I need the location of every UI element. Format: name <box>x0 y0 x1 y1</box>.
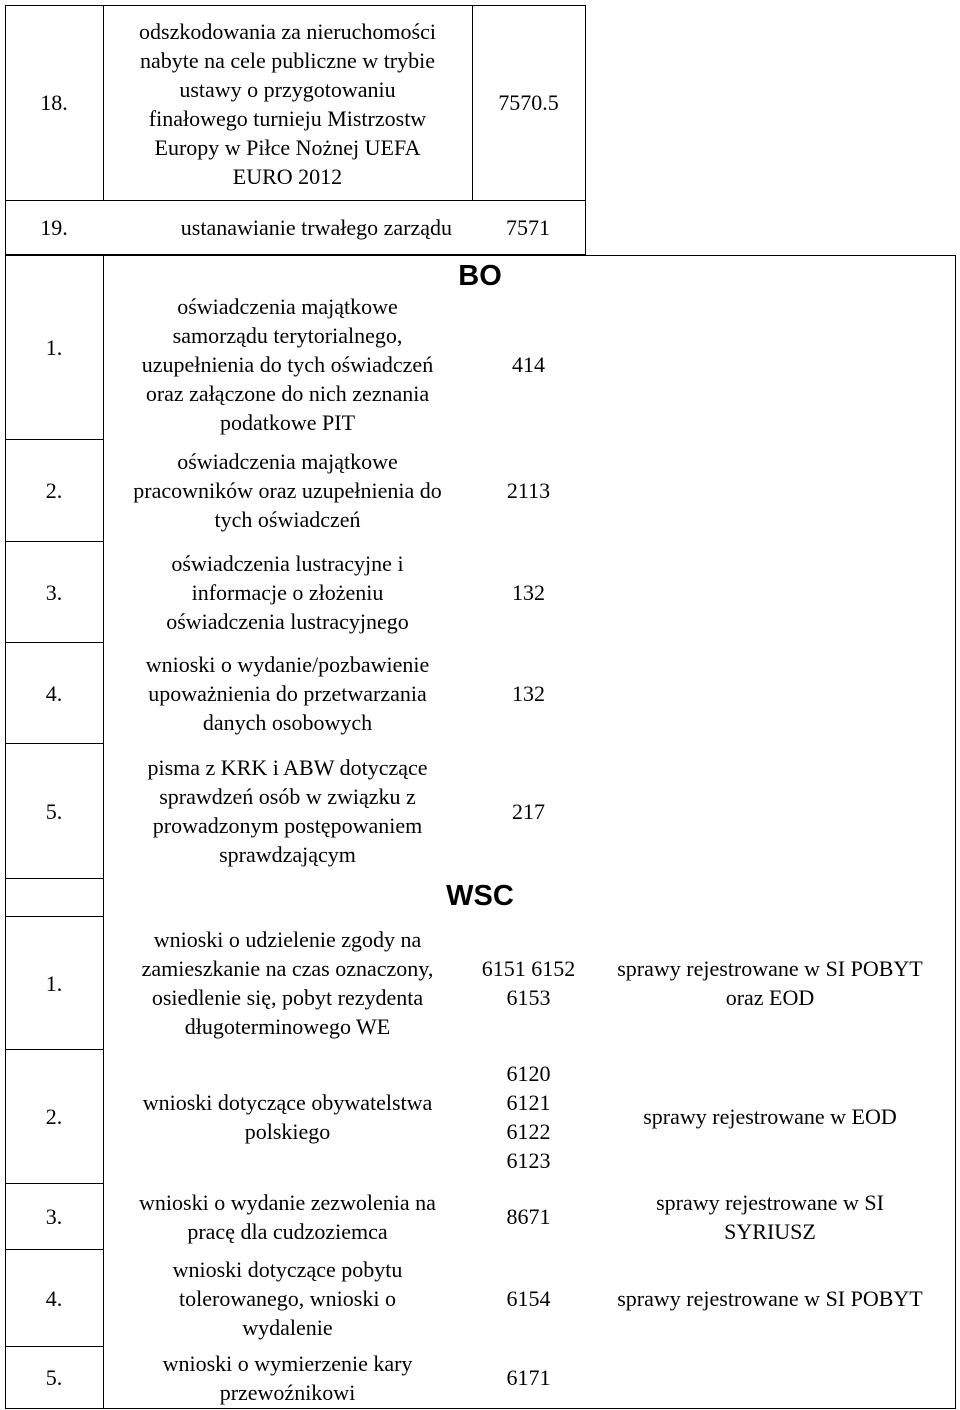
row-number: 19. <box>40 214 68 240</box>
row-number: 2. <box>45 1104 63 1129</box>
row-code: 8671 <box>506 1204 551 1229</box>
row-code: 217 <box>512 798 545 824</box>
row-description: oświadczenia majątkowe samorządu terytorialnego, uzupełnienia do tych oświadczeń oraz załączone do nich zeznania podatkowe PIT <box>141 294 434 435</box>
row-description: oświadczenia majątkowe pracowników oraz uzupełnienia do tych oświadczeń <box>133 449 442 532</box>
row-number: 5. <box>45 798 63 824</box>
section-title-bo: BO <box>458 260 502 292</box>
row-description: wnioski o wydanie zezwolenia na pracę dla cudzoziemca <box>139 1189 436 1244</box>
row-code: 414 <box>512 352 545 377</box>
row-code: 2113 <box>506 478 551 503</box>
row-code: 132 <box>512 680 545 706</box>
section-title-wsc: WSC <box>446 880 514 912</box>
row-description: oświadczenia lustracyjne i informacje o złożeniu oświadczenia lustracyjnego <box>166 550 409 634</box>
row-description: wnioski o udzielenie zgody na zamieszkanie na czas oznaczony, osiedlenie się, pobyt rezydenta długoterminowego WE <box>141 927 434 1039</box>
row-number: 1. <box>45 970 63 996</box>
row-description: pisma z KRK i ABW dotyczące sprawdzeń osób w związku z prowadzonym postępowaniem sprawdzającym <box>147 755 428 867</box>
row-description: ustanawianie trwałego zarządu <box>180 214 452 240</box>
row-description: odszkodowania za nieruchomości nabyte na cele publiczne w trybie ustawy o przygotowaniu finałowego turnieju Mistrzostw Europy w Piłce Nożnej UEFA EURO 2012 <box>139 18 436 189</box>
row-note <box>585 1347 955 1408</box>
row-description: wnioski o wymierzenie kary przewoźnikowi <box>162 1350 413 1405</box>
row-code: 6120 6121 6122 6123 <box>506 1060 551 1173</box>
row-number: 2. <box>45 478 63 503</box>
row-note: sprawy rejestrowane w EOD <box>643 1104 897 1129</box>
row-number: 4. <box>45 1285 63 1311</box>
row-code: 7571 <box>506 214 550 240</box>
row-code: 6154 <box>506 1285 551 1311</box>
row-description: wnioski dotyczące obywatelstwa polskiego <box>142 1089 433 1144</box>
row-code: 7570.5 <box>498 90 559 115</box>
row-number: 18. <box>40 90 68 115</box>
row-note: sprawy rejestrowane w SI POBYT <box>617 1285 923 1311</box>
row-number: 1. <box>45 335 63 360</box>
row-code: 6151 6152 6153 <box>481 956 576 1010</box>
row-code: 6171 <box>506 1365 551 1390</box>
row-number: 5. <box>45 1365 63 1390</box>
row-note: sprawy rejestrowane w SI SYRIUSZ <box>656 1189 884 1244</box>
row-code: 132 <box>512 579 545 605</box>
row-number: 4. <box>45 680 63 706</box>
row-number: 3. <box>45 1204 63 1229</box>
row-description: wnioski o wydanie/pozbawienie upoważnienia do przetwarzania danych osobowych <box>145 651 430 735</box>
row-number: 3. <box>45 579 63 605</box>
row-note: sprawy rejestrowane w SI POBYT oraz EOD <box>617 956 923 1010</box>
row-description: wnioski dotyczące pobytu tolerowanego, wnioski o wydalenie <box>172 1256 403 1340</box>
